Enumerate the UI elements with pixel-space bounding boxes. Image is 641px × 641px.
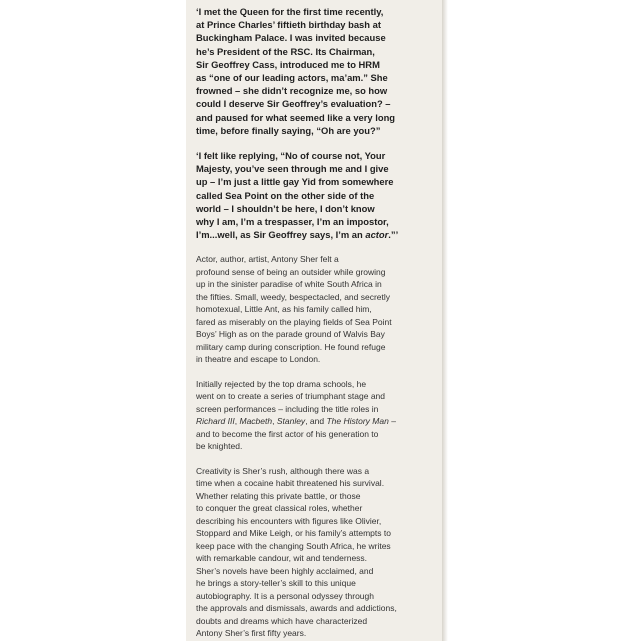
text-segment: Sher’s novels have been highly acclaimed, and [196, 565, 374, 576]
text-line [196, 291, 442, 304]
text-line [196, 97, 442, 110]
text-segment: , and [305, 416, 327, 427]
text-segment: why I am, I’m a trespasser, I’m an impostor, [196, 216, 389, 228]
text-segment: and paused for what seemed like a very long [196, 111, 396, 123]
text-line [196, 162, 442, 175]
text-segment: ‘I met the Queen for the first time recently, [196, 6, 384, 17]
text-line [196, 71, 442, 84]
text-segment: called Sea Point on the other side of the [196, 189, 375, 201]
text-segment: , [272, 416, 277, 427]
text-segment: Antony Sher’s first fifty years. [196, 628, 307, 639]
text-line [196, 189, 442, 202]
text-line [196, 465, 442, 478]
text-segment: he brings a story-teller’s skill to this unique [196, 578, 356, 589]
text-line [196, 590, 442, 603]
text-segment: the approvals and dismissals, awards and addictions, [196, 603, 397, 614]
text-segment: world – I shouldn’t be here, I don’t know [196, 202, 375, 214]
text-segment: be knighted. [196, 441, 243, 452]
text-line [196, 316, 442, 329]
text-segment: Majesty, you’ve seen through me and I give [196, 163, 389, 175]
text-line [196, 540, 442, 553]
text-segment: the fifties. Small, weedy, bespectacled, and secretly [196, 291, 391, 302]
text-segment: up – I’m just a little gay Yid from somewhere [196, 176, 394, 188]
text-line [196, 303, 442, 316]
text-line [196, 278, 442, 291]
text-line [196, 84, 442, 97]
biography-paragraph-early-life [196, 253, 442, 366]
italic-title-text: Macbeth [239, 416, 273, 427]
text-segment: he’s President of the RSC. Its Chairman, [196, 45, 375, 57]
text-line [196, 18, 442, 31]
opening-quote-paragraph [196, 5, 442, 137]
text-line [196, 353, 442, 366]
text-segment: .”’ [388, 229, 399, 241]
text-segment: and to become the first actor of his generation to [196, 428, 379, 439]
text-line [196, 31, 442, 44]
text-segment: doubts and dreams which have characterized [196, 615, 368, 626]
text-line [196, 341, 442, 354]
text-segment: describing his encounters with figures like Olivier, [196, 515, 382, 526]
text-segment: keep pace with the changing South Africa, he writes [196, 540, 391, 551]
italic-title-text: Richard III [196, 416, 235, 427]
text-line [196, 111, 442, 124]
text-segment: up in the sinister paradise of white South Africa in [196, 279, 382, 290]
text-segment: Boys’ High as on the parade ground of Walvis Bay [196, 329, 385, 340]
text-segment: , [234, 416, 240, 427]
text-segment: fared as miserably on the playing fields of Sea Point [196, 316, 392, 327]
biography-paragraph-autobiography [196, 465, 442, 640]
text-line [196, 502, 442, 515]
text-segment: I’m...well, as Sir Geoffrey says, I’m an [196, 229, 366, 241]
text-line [196, 515, 442, 528]
page-edge-shadow [442, 0, 448, 641]
text-segment: in theatre and escape to London. [196, 354, 321, 365]
italic-title-text: The History Man [326, 416, 389, 427]
text-segment: military camp during conscription. He found refuge [196, 341, 386, 352]
text-segment: screen performances – including the title roles in [196, 403, 379, 414]
text-line [196, 58, 442, 71]
text-line [196, 577, 442, 590]
text-segment: time when a cocaine habit threatened his survival. [196, 478, 385, 489]
biography-paragraph-career [196, 378, 442, 453]
text-line [196, 45, 442, 58]
text-line [196, 228, 442, 241]
text-line [196, 477, 442, 490]
second-quote-paragraph [196, 149, 442, 241]
text-line [196, 403, 442, 416]
text-line [196, 202, 442, 215]
text-line [196, 615, 442, 628]
text-line [196, 390, 442, 403]
text-line [196, 602, 442, 615]
text-line [196, 378, 442, 391]
text-segment: Sir Geoffrey Cass, introduced me to HRM [196, 58, 380, 70]
text-segment: time, before finally saying, “Oh are you?” [196, 124, 381, 136]
text-line [196, 253, 442, 266]
jacket-flap-page [186, 0, 442, 641]
text-line [196, 328, 442, 341]
text-line [196, 490, 442, 503]
text-segment: Stoppard and Mike Leigh, or his family’s attempts to [196, 528, 391, 539]
italic-title-text: actor [365, 229, 389, 241]
flap-text-column [196, 5, 442, 641]
text-line [196, 527, 442, 540]
text-segment: could I deserve Sir Geoffrey’s evaluation? – [196, 98, 391, 110]
text-segment: Actor, author, artist, Antony Sher felt a [196, 254, 339, 265]
text-segment: frowned – she didn’t recognize me, so how [196, 85, 388, 97]
text-segment: Creativity is Sher’s rush, although there was a [196, 465, 370, 476]
text-line [196, 266, 442, 279]
text-line [196, 565, 442, 578]
text-line [196, 215, 442, 228]
text-line [196, 149, 442, 162]
text-line [196, 415, 442, 428]
text-line [196, 175, 442, 188]
text-segment: ‘I felt like replying, “No of course not, Your [196, 150, 386, 162]
italic-title-text: Stanley [276, 416, 306, 427]
text-segment: to conquer the great classical roles, whether [196, 503, 363, 514]
text-segment: at Prince Charles’ fiftieth birthday bash at [196, 19, 381, 31]
text-segment: autobiography. It is a personal odyssey through [196, 590, 374, 601]
text-segment: profound sense of being an outsider while growing [196, 266, 386, 277]
text-line [196, 552, 442, 565]
text-segment: Whether relating this private battle, or those [196, 490, 361, 501]
text-line [196, 428, 442, 441]
text-segment: went on to create a series of triumphant stage and [196, 391, 386, 402]
text-line [196, 5, 442, 18]
text-segment: Initially rejected by the top drama schools, he [196, 378, 367, 389]
text-line [196, 627, 442, 640]
text-segment: – [388, 416, 396, 427]
text-segment: as “one of our leading actors, ma’am.” She [196, 72, 388, 84]
text-segment: with remarkable candour, wit and tenderness. [196, 553, 368, 564]
text-line [196, 124, 442, 137]
text-segment: Buckingham Palace. I was invited because [196, 32, 386, 44]
text-segment: homotexual, Little Ant, as his family called him, [196, 304, 372, 315]
text-line [196, 440, 442, 453]
